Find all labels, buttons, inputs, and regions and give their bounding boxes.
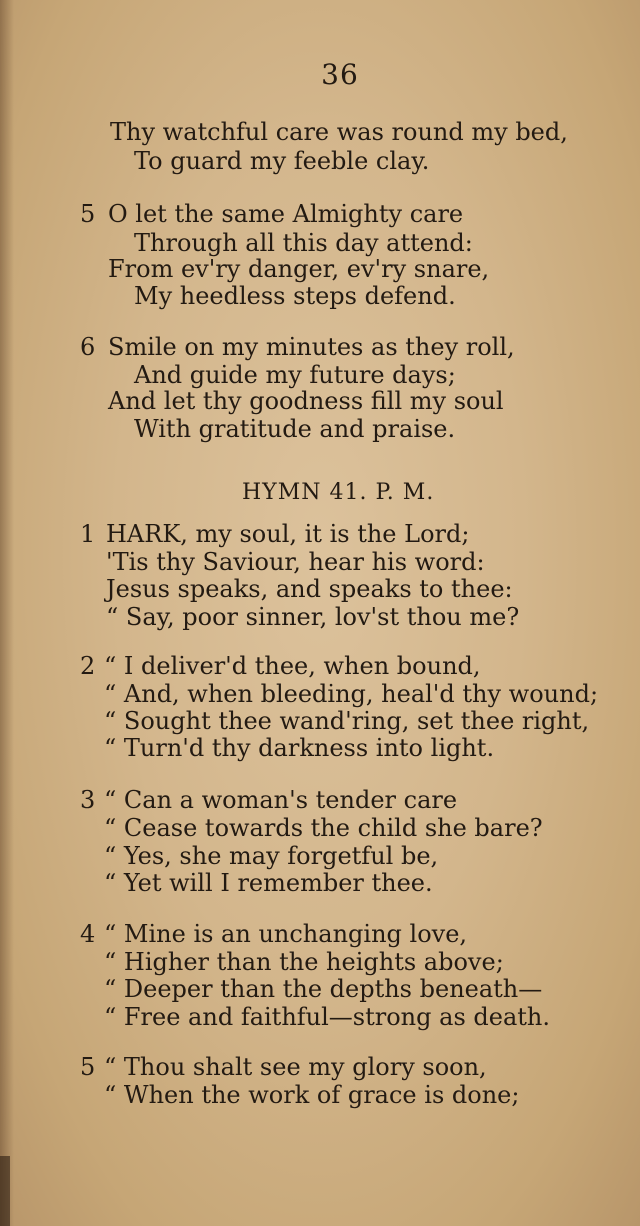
verse-line: “ Can a woman's tender care <box>104 786 458 814</box>
verse-line: And guide my future days; <box>134 361 456 389</box>
page-binding-mark <box>0 1156 10 1226</box>
verse-line: HARK, my soul, it is the Lord; <box>106 520 470 548</box>
verse-line: “ Free and faithful—strong as death. <box>104 1003 550 1031</box>
verse-line: “ Higher than the heights above; <box>104 948 504 976</box>
verse-number: 1 <box>80 520 96 548</box>
verse-line: “ Deeper than the depths beneath— <box>104 975 543 1003</box>
verse-line: “ I deliver'd thee, when bound, <box>104 652 481 680</box>
verse-number: 6 <box>80 333 96 361</box>
verse-number: 4 <box>80 920 96 948</box>
verse-line: With gratitude and praise. <box>134 415 456 443</box>
verse-line: “ And, when bleeding, heal'd thy wound; <box>104 680 599 708</box>
verse-line: “ Yes, she may forgetful be, <box>104 842 439 870</box>
verse-line: Smile on my minutes as they roll, <box>108 333 515 361</box>
hymn-title: HYMN 41. P. M. <box>242 480 435 505</box>
verse-line: “ Turn'd thy darkness into light. <box>104 734 495 762</box>
verse-line: “ Yet will I remember thee. <box>104 869 433 897</box>
page-edge-shadow <box>0 0 14 1226</box>
verse-line: My heedless steps defend. <box>134 282 456 310</box>
verse-line: Jesus speaks, and speaks to thee: <box>106 575 513 603</box>
verse-line: “ Say, poor sinner, lov'st thou me? <box>106 603 520 631</box>
verse-line: Through all this day attend: <box>134 229 473 257</box>
verse-line: To guard my feeble clay. <box>134 147 430 175</box>
verse-line: 'Tis thy Saviour, hear his word: <box>106 548 485 576</box>
page-number: 36 <box>321 58 359 91</box>
verse-line: “ Thou shalt see my glory soon, <box>104 1053 487 1081</box>
verse-line: And let thy goodness fill my soul <box>108 387 504 415</box>
verse-line: “ Mine is an unchanging love, <box>104 920 468 948</box>
verse-number: 3 <box>80 786 96 814</box>
verse-line: “ Sought thee wand'ring, set thee right, <box>104 707 590 735</box>
verse-line: “ When the work of grace is done; <box>104 1081 520 1109</box>
verse-number: 5 <box>80 200 96 228</box>
verse-number: 2 <box>80 652 96 680</box>
verse-line: O let the same Almighty care <box>108 200 464 228</box>
verse-line: From ev'ry danger, ev'ry snare, <box>108 255 490 283</box>
verse-number: 5 <box>80 1053 96 1081</box>
verse-line: Thy watchful care was round my bed, <box>110 118 568 146</box>
verse-line: “ Cease towards the child she bare? <box>104 814 543 842</box>
